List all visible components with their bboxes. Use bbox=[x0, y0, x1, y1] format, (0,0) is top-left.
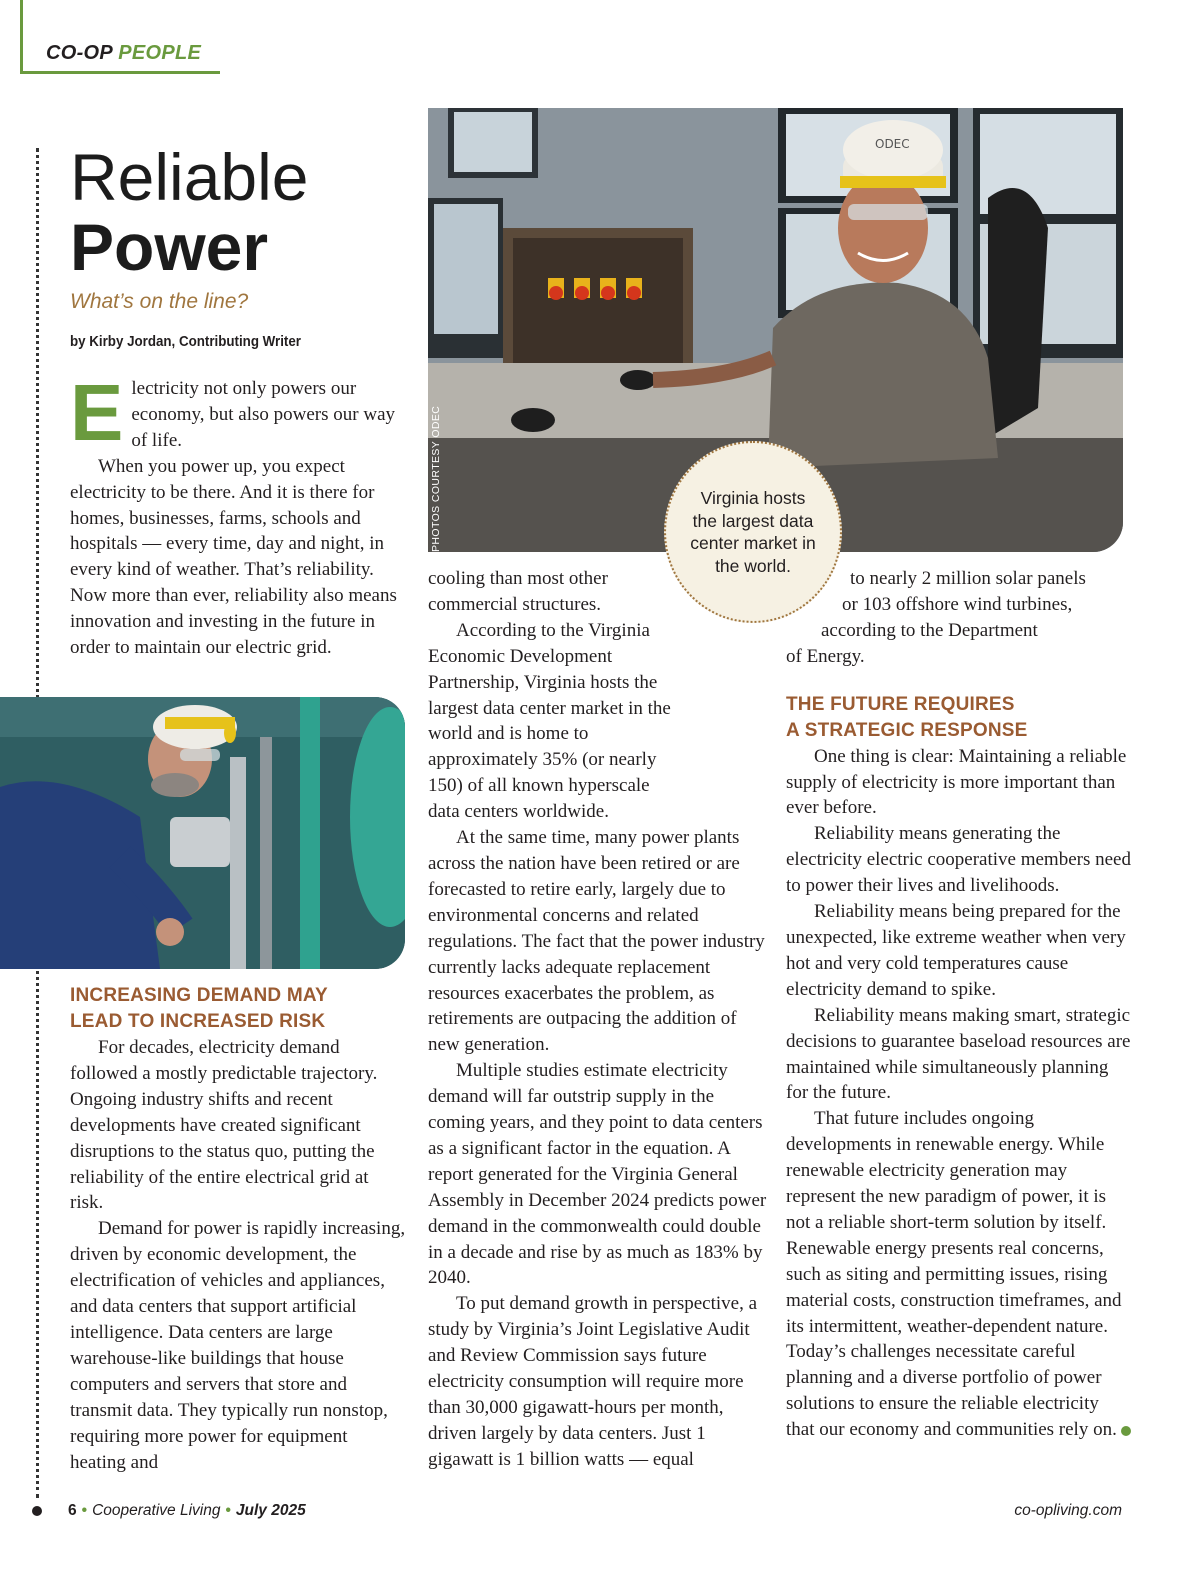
column-3 bbox=[786, 566, 1132, 1443]
body-paragraph: Multiple studies estimate electricity demand will far outstrip supply in the coming years, and they point to data centers as a significant factor in the equation. A report generated for the Virginia General Assembly in December 2024 predicts power demand in the commonwealth could double in a decade and rise by as much as 183% by 2040. bbox=[428, 1060, 767, 1289]
text-line: or 103 offshore wind turbines, bbox=[842, 593, 1073, 615]
body-paragraph: To put demand growth in perspective, a study by Virginia’s Joint Legislative Audit and Review Commission says future electricity consumption will require more than 30,000 gigawatt-hours per month, driven largely by data centers. Just 1 gigawatt is 1 billion watts — equal bbox=[428, 1293, 758, 1470]
page-bullet-icon bbox=[32, 1506, 42, 1516]
article-byline: by Kirby Jordan, Contributing Writer bbox=[70, 334, 301, 350]
section-heading-demand bbox=[70, 983, 406, 1035]
body-paragraph: For decades, electricity demand followed a mostly predictable trajectory. Ongoing industry shifts and recent developments have created significant disruptions to the status quo, putting the reliability of the entire electrical grid at risk. bbox=[70, 1037, 378, 1214]
body-paragraph-continued bbox=[428, 566, 768, 618]
drop-cap: E bbox=[70, 368, 124, 457]
article-subtitle: What’s on the line? bbox=[70, 290, 249, 313]
section-label bbox=[46, 42, 201, 65]
article-title bbox=[70, 142, 308, 282]
final-text: That future includes ongoing developments in renewable energy. While renewable electricity generation may represent the new paradigm of power, it is not a reliable short-term solution by itself. Renewable energy presents real concerns, such as siting and permitting issues, rising material costs, construction timeframes, and its intermittent, weather-dependent nature. Today’s challenges necessitate careful planning and a diverse portfolio of power solutions to ensure the reliable electricity that our economy and communities rely on. bbox=[786, 1108, 1122, 1441]
heading-line: THE FUTURE REQUIRES bbox=[786, 693, 1015, 715]
body-paragraph: Reliability means being prepared for the unexpected, like extreme weather when very hot and very cold temperatures cause electricity demand to spike. bbox=[786, 901, 1126, 1000]
intro-text: lectricity not only powers our economy, but also powers our way of life. bbox=[131, 378, 396, 451]
hard-hat-logo: ODEC bbox=[875, 137, 910, 151]
body-paragraph: Reliability means making smart, strategic decisions to guarantee baseload resources are maintained while simultaneously planning for the future. bbox=[786, 1004, 1131, 1104]
technician-photo bbox=[0, 697, 405, 969]
column-2 bbox=[428, 566, 768, 1473]
intro-paragraph bbox=[70, 368, 406, 457]
bullet-separator-icon: • bbox=[81, 1502, 88, 1519]
heading-line: A STRATEGIC RESPONSE bbox=[786, 719, 1028, 741]
technician-illustration bbox=[0, 697, 405, 969]
section-label-part2: PEOPLE bbox=[118, 42, 202, 64]
section-label-part1: CO-OP bbox=[46, 42, 113, 64]
body-paragraph: Reliability means generating the electricity electric cooperative members need to power their lives and livelihoods. bbox=[786, 823, 1131, 897]
text-line: according to the Department bbox=[821, 619, 1038, 641]
body-paragraph: One thing is clear: Maintaining a reliable supply of electricity is more important than ever before. bbox=[786, 745, 1127, 819]
text-line: commercial structures. bbox=[428, 593, 602, 615]
footer-website[interactable]: co-opliving.com bbox=[1014, 1502, 1122, 1519]
body-paragraph-final bbox=[786, 1106, 1132, 1443]
text-line: to nearly 2 million solar panels bbox=[850, 568, 1086, 589]
page-number: 6 bbox=[68, 1502, 77, 1519]
end-mark-icon bbox=[1121, 1426, 1131, 1436]
body-paragraph: At the same time, many power plants across the nation have been retired or are forecasted to retire early, largely due to environmental concerns and related regulations. The fact that the power industry currently lacks adequate replacement resources exacerbates the problem, as retirements are outpacing the addition of new generation. bbox=[428, 827, 765, 1056]
column-1-intro bbox=[70, 368, 406, 661]
title-line-1: Reliable bbox=[70, 140, 309, 214]
body-paragraph: According to the Virginia Economic Development Partnership, Virginia hosts the largest data center market in the world and is home to approximately 35% (or nearly 150) of all known hyperscale data centers worldwide. bbox=[428, 619, 671, 823]
bullet-separator-icon: • bbox=[225, 1502, 231, 1519]
section-heading-future bbox=[786, 692, 1132, 744]
text-line: cooling than most other bbox=[428, 568, 608, 589]
footer-folio bbox=[68, 1502, 306, 1520]
pull-quote-text: Virginia hosts the largest data center market in the world. bbox=[690, 488, 816, 576]
text-line: of Energy. bbox=[786, 645, 865, 667]
magazine-name: Cooperative Living bbox=[92, 1502, 221, 1519]
photo-credit: PHOTOS COURTESY ODEC bbox=[430, 405, 442, 552]
issue-date: July 2025 bbox=[235, 1502, 306, 1519]
column-1-lower bbox=[70, 983, 406, 1475]
body-paragraph: When you power up, you expect electricity to be there. And it is there for homes, businesses, farms, schools and hospitals — every time, day and night, in every kind of weather. That’s reliability. Now more than ever, reliability also means innovation and investing in the future in order to maintain our electric grid. bbox=[70, 455, 397, 659]
heading-line: LEAD TO INCREASED RISK bbox=[70, 1011, 326, 1032]
body-paragraph: Demand for power is rapidly increasing, driven by economic development, the electrification of vehicles and appliances, and data centers that support artificial intelligence. Data centers are large warehouse-like buildings that house computers and servers that store and transmit data. They typically run nonstop, requiring more power for equipment heating and bbox=[70, 1218, 406, 1473]
title-line-2: Power bbox=[70, 210, 269, 284]
wrapped-lines bbox=[786, 566, 1132, 670]
heading-line: INCREASING DEMAND MAY bbox=[70, 985, 328, 1006]
